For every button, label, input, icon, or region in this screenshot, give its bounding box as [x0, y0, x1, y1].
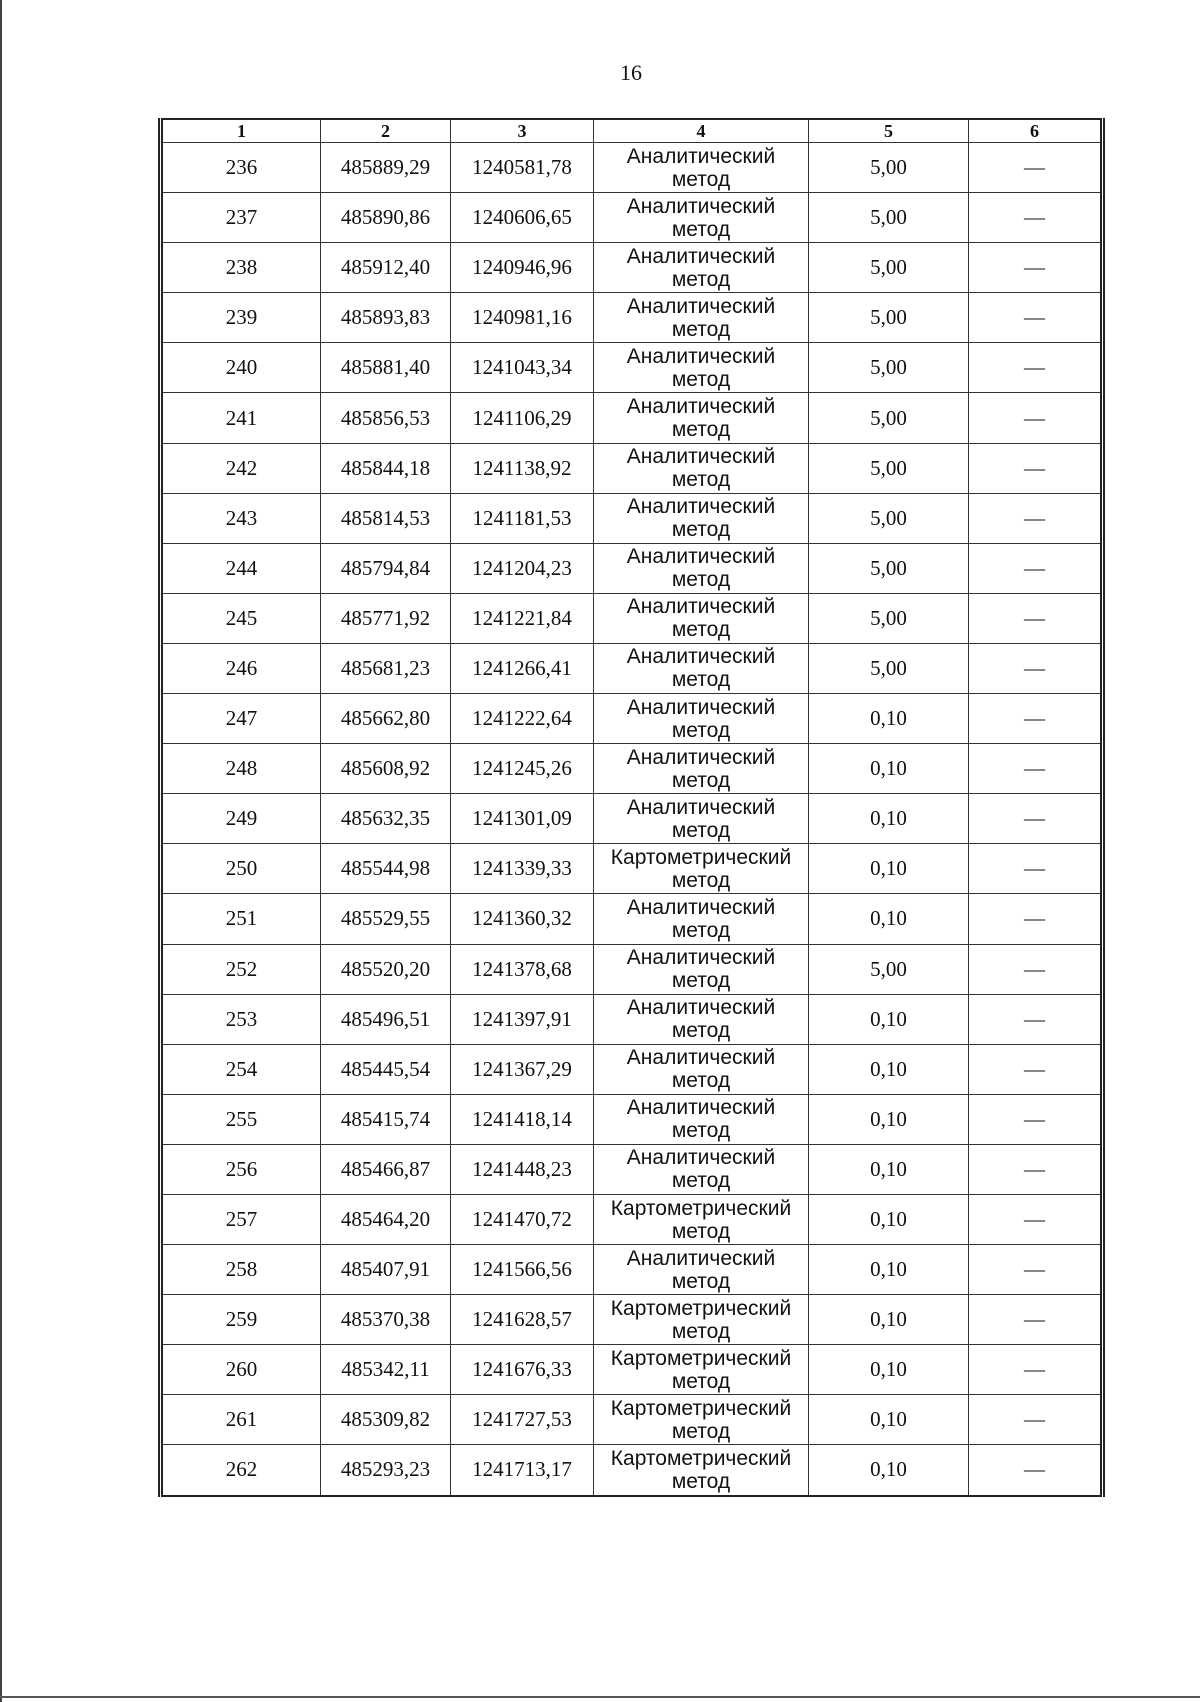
method-line-2: метод: [671, 868, 731, 892]
accuracy-cell: 5,00: [809, 193, 969, 243]
note-cell: —: [969, 1445, 1103, 1496]
method-line-1: Аналитический: [626, 1046, 776, 1070]
note-cell: —: [969, 1044, 1103, 1094]
x-coordinate-cell: 485608,92: [321, 744, 451, 794]
table-row: [161, 393, 1103, 443]
x-coordinate-cell: 485794,84: [321, 543, 451, 593]
table-row: [161, 243, 1103, 293]
method-line-2: метод: [671, 718, 731, 742]
method-cell: [594, 593, 809, 643]
method-line-2: метод: [671, 1119, 731, 1143]
method-line-2: метод: [671, 267, 731, 291]
method-line-2: метод: [671, 1169, 731, 1193]
accuracy-cell: 5,00: [809, 593, 969, 643]
x-coordinate-cell: 485466,87: [321, 1144, 451, 1194]
y-coordinate-cell: 1240981,16: [451, 293, 594, 343]
note-cell: —: [969, 844, 1103, 894]
table-row: [161, 443, 1103, 493]
y-coordinate-cell: 1241676,33: [451, 1345, 594, 1395]
header-row: [161, 119, 1103, 143]
note-cell: —: [969, 143, 1103, 193]
point-number-cell: 253: [161, 994, 321, 1044]
method-cell: [594, 844, 809, 894]
method-line-1: Аналитический: [626, 194, 776, 218]
scan-edge-left: [0, 0, 2, 1702]
table-header: [161, 119, 1103, 143]
table-row: [161, 293, 1103, 343]
point-number-cell: 259: [161, 1295, 321, 1345]
method-line-1: Аналитический: [626, 695, 776, 719]
method-cell: [594, 1345, 809, 1395]
x-coordinate-cell: 485464,20: [321, 1194, 451, 1244]
method-cell: [594, 543, 809, 593]
note-cell: —: [969, 293, 1103, 343]
y-coordinate-cell: 1241181,53: [451, 493, 594, 543]
point-number-cell: 237: [161, 193, 321, 243]
accuracy-cell: 5,00: [809, 944, 969, 994]
method-cell: [594, 643, 809, 693]
accuracy-cell: 0,10: [809, 744, 969, 794]
accuracy-cell: 5,00: [809, 393, 969, 443]
method-line-1: Аналитический: [626, 445, 776, 469]
y-coordinate-cell: 1241418,14: [451, 1094, 594, 1144]
method-cell: [594, 1094, 809, 1144]
note-cell: —: [969, 1144, 1103, 1194]
x-coordinate-cell: 485520,20: [321, 944, 451, 994]
y-coordinate-cell: 1241266,41: [451, 643, 594, 693]
x-coordinate-cell: 485342,11: [321, 1345, 451, 1395]
method-line-2: метод: [671, 1019, 731, 1043]
header-col-4: 4: [594, 119, 809, 143]
accuracy-cell: 5,00: [809, 493, 969, 543]
x-coordinate-cell: 485912,40: [321, 243, 451, 293]
note-cell: —: [969, 393, 1103, 443]
note-cell: —: [969, 493, 1103, 543]
x-coordinate-cell: 485856,53: [321, 393, 451, 443]
point-number-cell: 260: [161, 1345, 321, 1395]
page-number-container: [0, 60, 1200, 86]
y-coordinate-cell: 1241222,64: [451, 694, 594, 744]
table-row: [161, 794, 1103, 844]
table-row: [161, 143, 1103, 193]
scan-edge-bottom: [0, 1696, 1200, 1698]
method-line-1: Аналитический: [626, 545, 776, 569]
point-number-cell: 239: [161, 293, 321, 343]
x-coordinate-cell: 485844,18: [321, 443, 451, 493]
x-coordinate-cell: 485370,38: [321, 1295, 451, 1345]
table-body: [161, 143, 1103, 1496]
table-row: [161, 643, 1103, 693]
method-line-2: метод: [671, 367, 731, 391]
accuracy-cell: 0,10: [809, 1395, 969, 1445]
x-coordinate-cell: 485890,86: [321, 193, 451, 243]
point-number-cell: 255: [161, 1094, 321, 1144]
point-number-cell: 242: [161, 443, 321, 493]
method-cell: [594, 1395, 809, 1445]
x-coordinate-cell: 485632,35: [321, 794, 451, 844]
accuracy-cell: 5,00: [809, 143, 969, 193]
x-coordinate-cell: 485681,23: [321, 643, 451, 693]
y-coordinate-cell: 1241043,34: [451, 343, 594, 393]
accuracy-cell: 0,10: [809, 1094, 969, 1144]
note-cell: —: [969, 643, 1103, 693]
note-cell: —: [969, 1395, 1103, 1445]
x-coordinate-cell: 485407,91: [321, 1245, 451, 1295]
table-row: [161, 343, 1103, 393]
method-cell: [594, 143, 809, 193]
method-cell: [594, 1144, 809, 1194]
point-number-cell: 254: [161, 1044, 321, 1094]
method-cell: [594, 794, 809, 844]
method-line-2: метод: [671, 1319, 731, 1343]
note-cell: —: [969, 1295, 1103, 1345]
method-cell: [594, 393, 809, 443]
table-row: [161, 744, 1103, 794]
header-col-3: 3: [451, 119, 594, 143]
accuracy-cell: 0,10: [809, 1194, 969, 1244]
x-coordinate-cell: 485415,74: [321, 1094, 451, 1144]
coordinates-table: [158, 118, 1105, 1497]
accuracy-cell: 0,10: [809, 894, 969, 944]
table-row: [161, 1194, 1103, 1244]
y-coordinate-cell: 1241301,09: [451, 794, 594, 844]
y-coordinate-cell: 1240581,78: [451, 143, 594, 193]
accuracy-cell: 0,10: [809, 1044, 969, 1094]
method-cell: [594, 243, 809, 293]
table-row: [161, 1295, 1103, 1345]
method-cell: [594, 293, 809, 343]
accuracy-cell: 0,10: [809, 1245, 969, 1295]
point-number-cell: 238: [161, 243, 321, 293]
accuracy-cell: 5,00: [809, 443, 969, 493]
method-line-1: Аналитический: [626, 946, 776, 970]
table-row: [161, 1395, 1103, 1445]
point-number-cell: 256: [161, 1144, 321, 1194]
y-coordinate-cell: 1241397,91: [451, 994, 594, 1044]
method-line-2: метод: [671, 818, 731, 842]
table-row: [161, 543, 1103, 593]
note-cell: —: [969, 894, 1103, 944]
y-coordinate-cell: 1241138,92: [451, 443, 594, 493]
method-line-2: метод: [671, 969, 731, 993]
y-coordinate-cell: 1241566,56: [451, 1245, 594, 1295]
x-coordinate-cell: 485881,40: [321, 343, 451, 393]
accuracy-cell: 0,10: [809, 1144, 969, 1194]
table-row: [161, 1144, 1103, 1194]
method-line-2: метод: [671, 668, 731, 692]
method-line-1: Картометрический: [610, 1396, 792, 1420]
method-line-2: метод: [671, 918, 731, 942]
point-number-cell: 250: [161, 844, 321, 894]
accuracy-cell: 0,10: [809, 1445, 969, 1496]
point-number-cell: 247: [161, 694, 321, 744]
accuracy-cell: 5,00: [809, 343, 969, 393]
accuracy-cell: 0,10: [809, 694, 969, 744]
x-coordinate-cell: 485814,53: [321, 493, 451, 543]
accuracy-cell: 0,10: [809, 994, 969, 1044]
method-cell: [594, 1295, 809, 1345]
table-row: [161, 1094, 1103, 1144]
table-row: [161, 1044, 1103, 1094]
x-coordinate-cell: 485889,29: [321, 143, 451, 193]
note-cell: —: [969, 1345, 1103, 1395]
method-line-1: Картометрический: [610, 1196, 792, 1220]
page-number: 16: [620, 60, 642, 85]
accuracy-cell: 5,00: [809, 293, 969, 343]
method-line-1: Аналитический: [626, 895, 776, 919]
header-col-1: 1: [161, 119, 321, 143]
accuracy-cell: 0,10: [809, 794, 969, 844]
y-coordinate-cell: 1241204,23: [451, 543, 594, 593]
y-coordinate-cell: 1241713,17: [451, 1445, 594, 1496]
y-coordinate-cell: 1241378,68: [451, 944, 594, 994]
x-coordinate-cell: 485496,51: [321, 994, 451, 1044]
y-coordinate-cell: 1241339,33: [451, 844, 594, 894]
method-line-1: Аналитический: [626, 1246, 776, 1270]
y-coordinate-cell: 1241470,72: [451, 1194, 594, 1244]
y-coordinate-cell: 1241106,29: [451, 393, 594, 443]
x-coordinate-cell: 485293,23: [321, 1445, 451, 1496]
accuracy-cell: 5,00: [809, 643, 969, 693]
accuracy-cell: 5,00: [809, 243, 969, 293]
table-row: [161, 844, 1103, 894]
note-cell: —: [969, 343, 1103, 393]
table-row: [161, 894, 1103, 944]
note-cell: —: [969, 944, 1103, 994]
note-cell: —: [969, 744, 1103, 794]
method-line-2: метод: [671, 1369, 731, 1393]
x-coordinate-cell: 485445,54: [321, 1044, 451, 1094]
header-col-5: 5: [809, 119, 969, 143]
method-line-2: метод: [671, 1069, 731, 1093]
header-col-6: 6: [969, 119, 1103, 143]
note-cell: —: [969, 1094, 1103, 1144]
accuracy-cell: 0,10: [809, 844, 969, 894]
method-line-1: Картометрический: [610, 1296, 792, 1320]
point-number-cell: 248: [161, 744, 321, 794]
x-coordinate-cell: 485544,98: [321, 844, 451, 894]
table-row: [161, 493, 1103, 543]
method-line-1: Аналитический: [626, 1096, 776, 1120]
table-row: [161, 593, 1103, 643]
x-coordinate-cell: 485893,83: [321, 293, 451, 343]
method-line-1: Картометрический: [610, 845, 792, 869]
point-number-cell: 241: [161, 393, 321, 443]
point-number-cell: 252: [161, 944, 321, 994]
method-line-2: метод: [671, 768, 731, 792]
y-coordinate-cell: 1241221,84: [451, 593, 594, 643]
method-line-2: метод: [671, 1469, 731, 1493]
method-line-1: Аналитический: [626, 795, 776, 819]
method-line-1: Аналитический: [626, 1146, 776, 1170]
note-cell: —: [969, 593, 1103, 643]
table-row: [161, 1445, 1103, 1496]
method-line-2: метод: [671, 1269, 731, 1293]
point-number-cell: 261: [161, 1395, 321, 1445]
method-line-2: метод: [671, 568, 731, 592]
point-number-cell: 236: [161, 143, 321, 193]
method-cell: [594, 744, 809, 794]
x-coordinate-cell: 485529,55: [321, 894, 451, 944]
method-cell: [594, 343, 809, 393]
method-line-1: Аналитический: [626, 395, 776, 419]
table-row: [161, 1345, 1103, 1395]
point-number-cell: 262: [161, 1445, 321, 1496]
method-line-2: метод: [671, 167, 731, 191]
method-line-2: метод: [671, 317, 731, 341]
table-row: [161, 1245, 1103, 1295]
method-line-2: метод: [671, 1419, 731, 1443]
y-coordinate-cell: 1241367,29: [451, 1044, 594, 1094]
method-cell: [594, 1245, 809, 1295]
method-line-1: Аналитический: [626, 144, 776, 168]
y-coordinate-cell: 1241360,32: [451, 894, 594, 944]
method-line-1: Аналитический: [626, 595, 776, 619]
accuracy-cell: 0,10: [809, 1295, 969, 1345]
method-cell: [594, 1445, 809, 1496]
method-line-2: метод: [671, 418, 731, 442]
note-cell: —: [969, 694, 1103, 744]
note-cell: —: [969, 1194, 1103, 1244]
method-cell: [594, 493, 809, 543]
accuracy-cell: 0,10: [809, 1345, 969, 1395]
method-cell: [594, 1044, 809, 1094]
table-row: [161, 193, 1103, 243]
method-cell: [594, 193, 809, 243]
table-row: [161, 694, 1103, 744]
point-number-cell: 251: [161, 894, 321, 944]
y-coordinate-cell: 1240606,65: [451, 193, 594, 243]
method-line-2: метод: [671, 1219, 731, 1243]
method-cell: [594, 1194, 809, 1244]
note-cell: —: [969, 443, 1103, 493]
y-coordinate-cell: 1241727,53: [451, 1395, 594, 1445]
point-number-cell: 243: [161, 493, 321, 543]
method-line-1: Аналитический: [626, 745, 776, 769]
method-cell: [594, 944, 809, 994]
method-line-1: Аналитический: [626, 344, 776, 368]
note-cell: —: [969, 1245, 1103, 1295]
point-number-cell: 257: [161, 1194, 321, 1244]
method-line-1: Картометрический: [610, 1346, 792, 1370]
y-coordinate-cell: 1241628,57: [451, 1295, 594, 1345]
point-number-cell: 244: [161, 543, 321, 593]
y-coordinate-cell: 1241448,23: [451, 1144, 594, 1194]
point-number-cell: 258: [161, 1245, 321, 1295]
method-cell: [594, 694, 809, 744]
method-line-1: Аналитический: [626, 244, 776, 268]
method-line-2: метод: [671, 217, 731, 241]
table-row: [161, 944, 1103, 994]
note-cell: —: [969, 794, 1103, 844]
y-coordinate-cell: 1241245,26: [451, 744, 594, 794]
method-line-2: метод: [671, 618, 731, 642]
x-coordinate-cell: 485309,82: [321, 1395, 451, 1445]
y-coordinate-cell: 1240946,96: [451, 243, 594, 293]
note-cell: —: [969, 994, 1103, 1044]
point-number-cell: 245: [161, 593, 321, 643]
method-line-1: Картометрический: [610, 1446, 792, 1470]
accuracy-cell: 5,00: [809, 543, 969, 593]
method-cell: [594, 443, 809, 493]
point-number-cell: 246: [161, 643, 321, 693]
note-cell: —: [969, 543, 1103, 593]
method-line-1: Аналитический: [626, 495, 776, 519]
method-cell: [594, 994, 809, 1044]
x-coordinate-cell: 485662,80: [321, 694, 451, 744]
point-number-cell: 249: [161, 794, 321, 844]
method-line-1: Аналитический: [626, 645, 776, 669]
table-row: [161, 994, 1103, 1044]
method-line-2: метод: [671, 518, 731, 542]
x-coordinate-cell: 485771,92: [321, 593, 451, 643]
method-line-2: метод: [671, 468, 731, 492]
header-col-2: 2: [321, 119, 451, 143]
method-line-1: Аналитический: [626, 294, 776, 318]
point-number-cell: 240: [161, 343, 321, 393]
method-cell: [594, 894, 809, 944]
note-cell: —: [969, 193, 1103, 243]
note-cell: —: [969, 243, 1103, 293]
method-line-1: Аналитический: [626, 996, 776, 1020]
